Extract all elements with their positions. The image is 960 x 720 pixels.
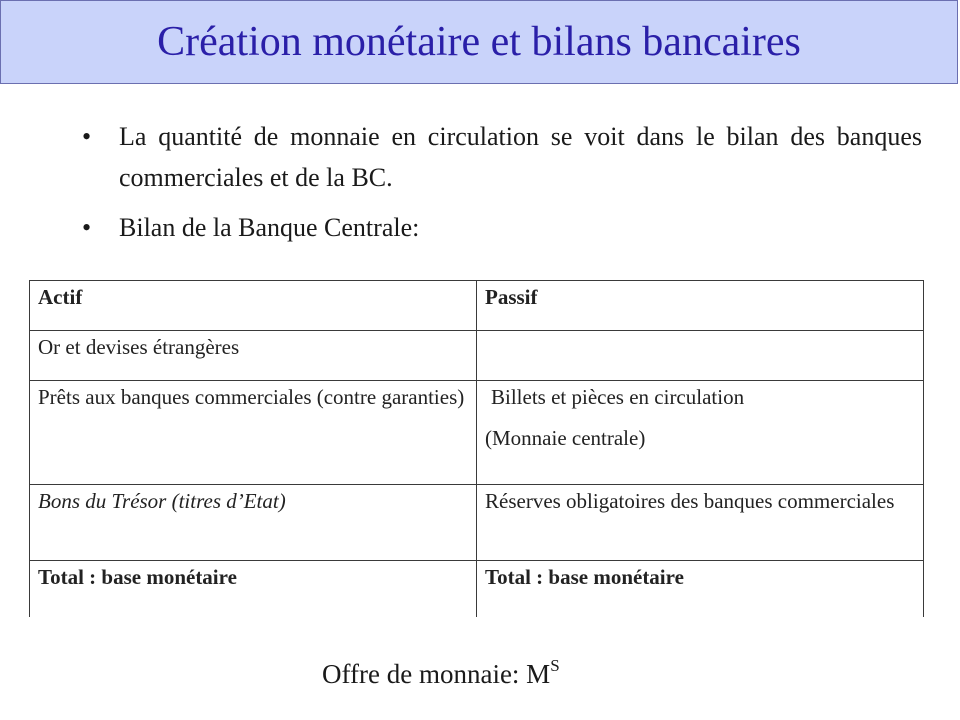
bullet-text: La quantité de monnaie en circulation se voit dans le bilan des banques commerciales et de la BC. xyxy=(119,122,922,192)
cell-passif xyxy=(477,331,924,381)
table-header-row xyxy=(30,281,924,331)
money-supply-label xyxy=(322,648,560,694)
table-row xyxy=(30,485,924,561)
money-supply-text: Offre de monnaie: M xyxy=(322,659,551,689)
cell-actif: Or et devises étrangères xyxy=(30,331,477,381)
slide-title: Création monétaire et bilans bancaires xyxy=(157,19,801,65)
table-row xyxy=(30,381,924,485)
bullet-dot: • xyxy=(82,213,92,242)
bullet-item xyxy=(82,116,922,198)
cell-passif-note: (Monnaie centrale) xyxy=(485,426,646,450)
bullet-item xyxy=(82,207,922,248)
cell-actif: Bons du Trésor (titres d’Etat) xyxy=(30,485,477,561)
money-supply-superscript: S xyxy=(550,656,560,675)
bullet-text: Bilan de la Banque Centrale: xyxy=(119,213,420,242)
cell-total-actif: Total : base monétaire xyxy=(30,561,477,617)
header-passif: Passif xyxy=(477,281,924,331)
table-row xyxy=(30,331,924,381)
cell-total-passif: Total : base monétaire xyxy=(477,561,924,617)
balance-sheet-table-wrapper xyxy=(29,280,923,616)
title-bar xyxy=(0,0,958,84)
cell-passif: Réserves obligatoires des banques commerciales xyxy=(477,485,924,561)
table-total-row xyxy=(30,561,924,617)
cell-actif: Prêts aux banques commerciales (contre garanties) xyxy=(30,381,477,485)
cell-passif xyxy=(477,381,924,485)
header-actif: Actif xyxy=(30,281,477,331)
bullet-dot: • xyxy=(82,122,92,151)
cell-passif-main: Billets et pièces en circulation xyxy=(491,385,745,409)
bullet-list xyxy=(82,116,922,257)
balance-sheet-table xyxy=(29,280,924,617)
